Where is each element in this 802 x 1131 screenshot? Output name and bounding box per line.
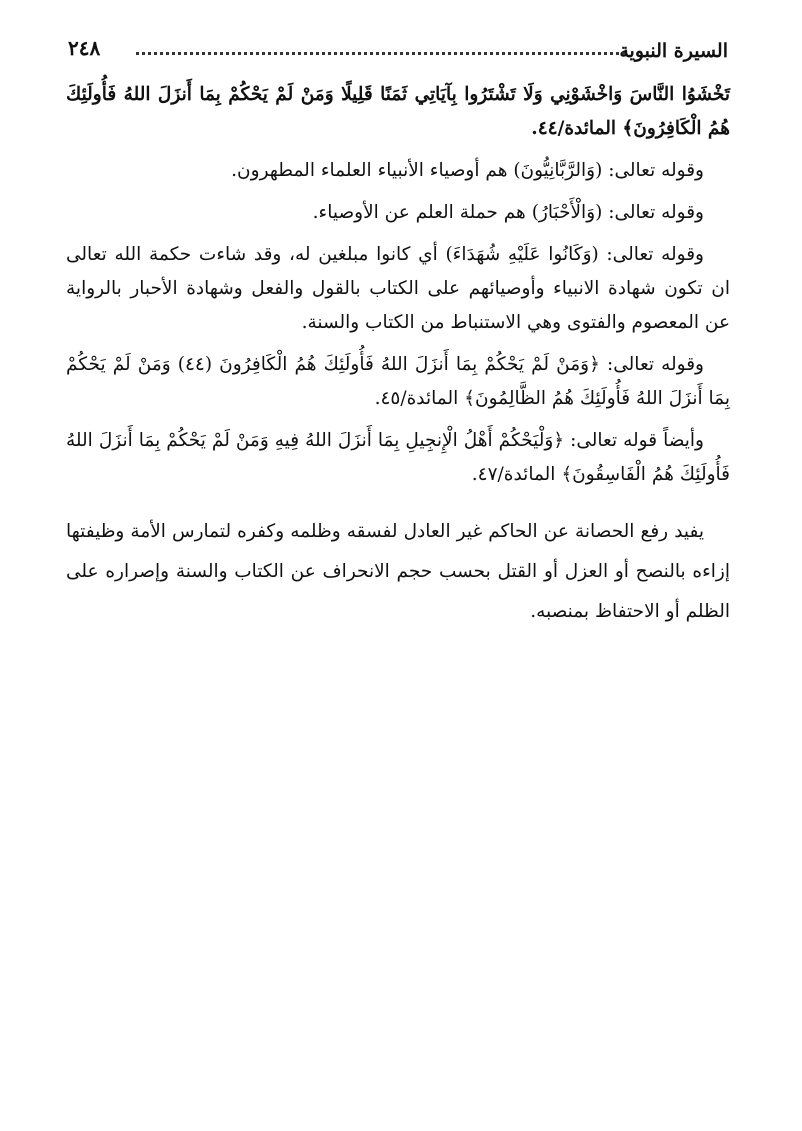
paragraph-ahbar: وقوله تعالى: (وَالْأَحْبَارُ) هم حملة العلم عن الأوصياء. [312,202,704,223]
page-header [66,32,730,62]
running-title: السيرة النبوية [619,40,728,62]
header-dotted-leader [136,52,625,55]
book-page [66,32,730,640]
paragraph-shuhada: وقوله تعالى: (وَكَانُوا عَلَيْهِ شُهَدَاءَ) أي كانوا مبلغين له، وقد شاءت حكمة الله تعالى ان تكون شهادة الانبياء وأوصيائهم على الكتاب بالقول والفعل وشهادة الأحبار بالرواية عن المعصوم والفتوى وهي الاستنباط من الكتاب والسنة. [66,244,730,333]
page-body [66,78,730,632]
paragraph-verse-45: وقوله تعالى: ﴿وَمَنْ لَمْ يَحْكُمْ بِمَا أَنزَلَ اللهُ فَأُولَئِكَ هُمُ الْكَافِرُونَ (٤٤) وَمَنْ لَمْ يَحْكُمْ بِمَا أَنزَلَ اللهُ فَأُولَئِكَ هُمُ الظَّالِمُونَ﴾ المائدة/٤٥. [66,354,730,409]
paragraph-rabbaniyyun: وقوله تعالى: (وَالرَّبَّانِيُّونَ) هم أوصياء الأنبياء العلماء المطهرون. [231,160,704,181]
page-number: ٢٤٨ [68,36,101,60]
paragraph-quran-continuation: تَخْشَوُا النَّاسَ وَاخْشَوْنِي وَلَا تَشْتَرُوا بِآيَاتِي ثَمَنًا قَلِيلًا وَمَنْ لَمْ يَحْكُمْ بِمَا أَنزَلَ اللهُ فَأُولَئِكَ هُمُ الْكَافِرُونَ﴾ المائدة/٤٤. [66,84,730,139]
paragraph-verse-47: وأيضاً قوله تعالى: ﴿وَلْيَحْكُمْ أَهْلُ الْإِنجِيلِ بِمَا أَنزَلَ اللهُ فِيهِ وَمَنْ لَمْ يَحْكُمْ بِمَا أَنزَلَ اللهُ فَأُولَئِكَ هُمُ الْفَاسِقُونَ﴾ المائدة/٤٧. [66,430,730,485]
paragraph-conclusion: يفيد رفع الحصانة عن الحاكم غير العادل لفسقه وظلمه وكفره لتمارس الأمة وظيفتها إزاءه بالنصح أو العزل أو القتل بحسب حجم الانحراف عن الكتاب والسنة وإصراره على الظلم أو الاحتفاظ بمنصبه. [66,521,730,622]
